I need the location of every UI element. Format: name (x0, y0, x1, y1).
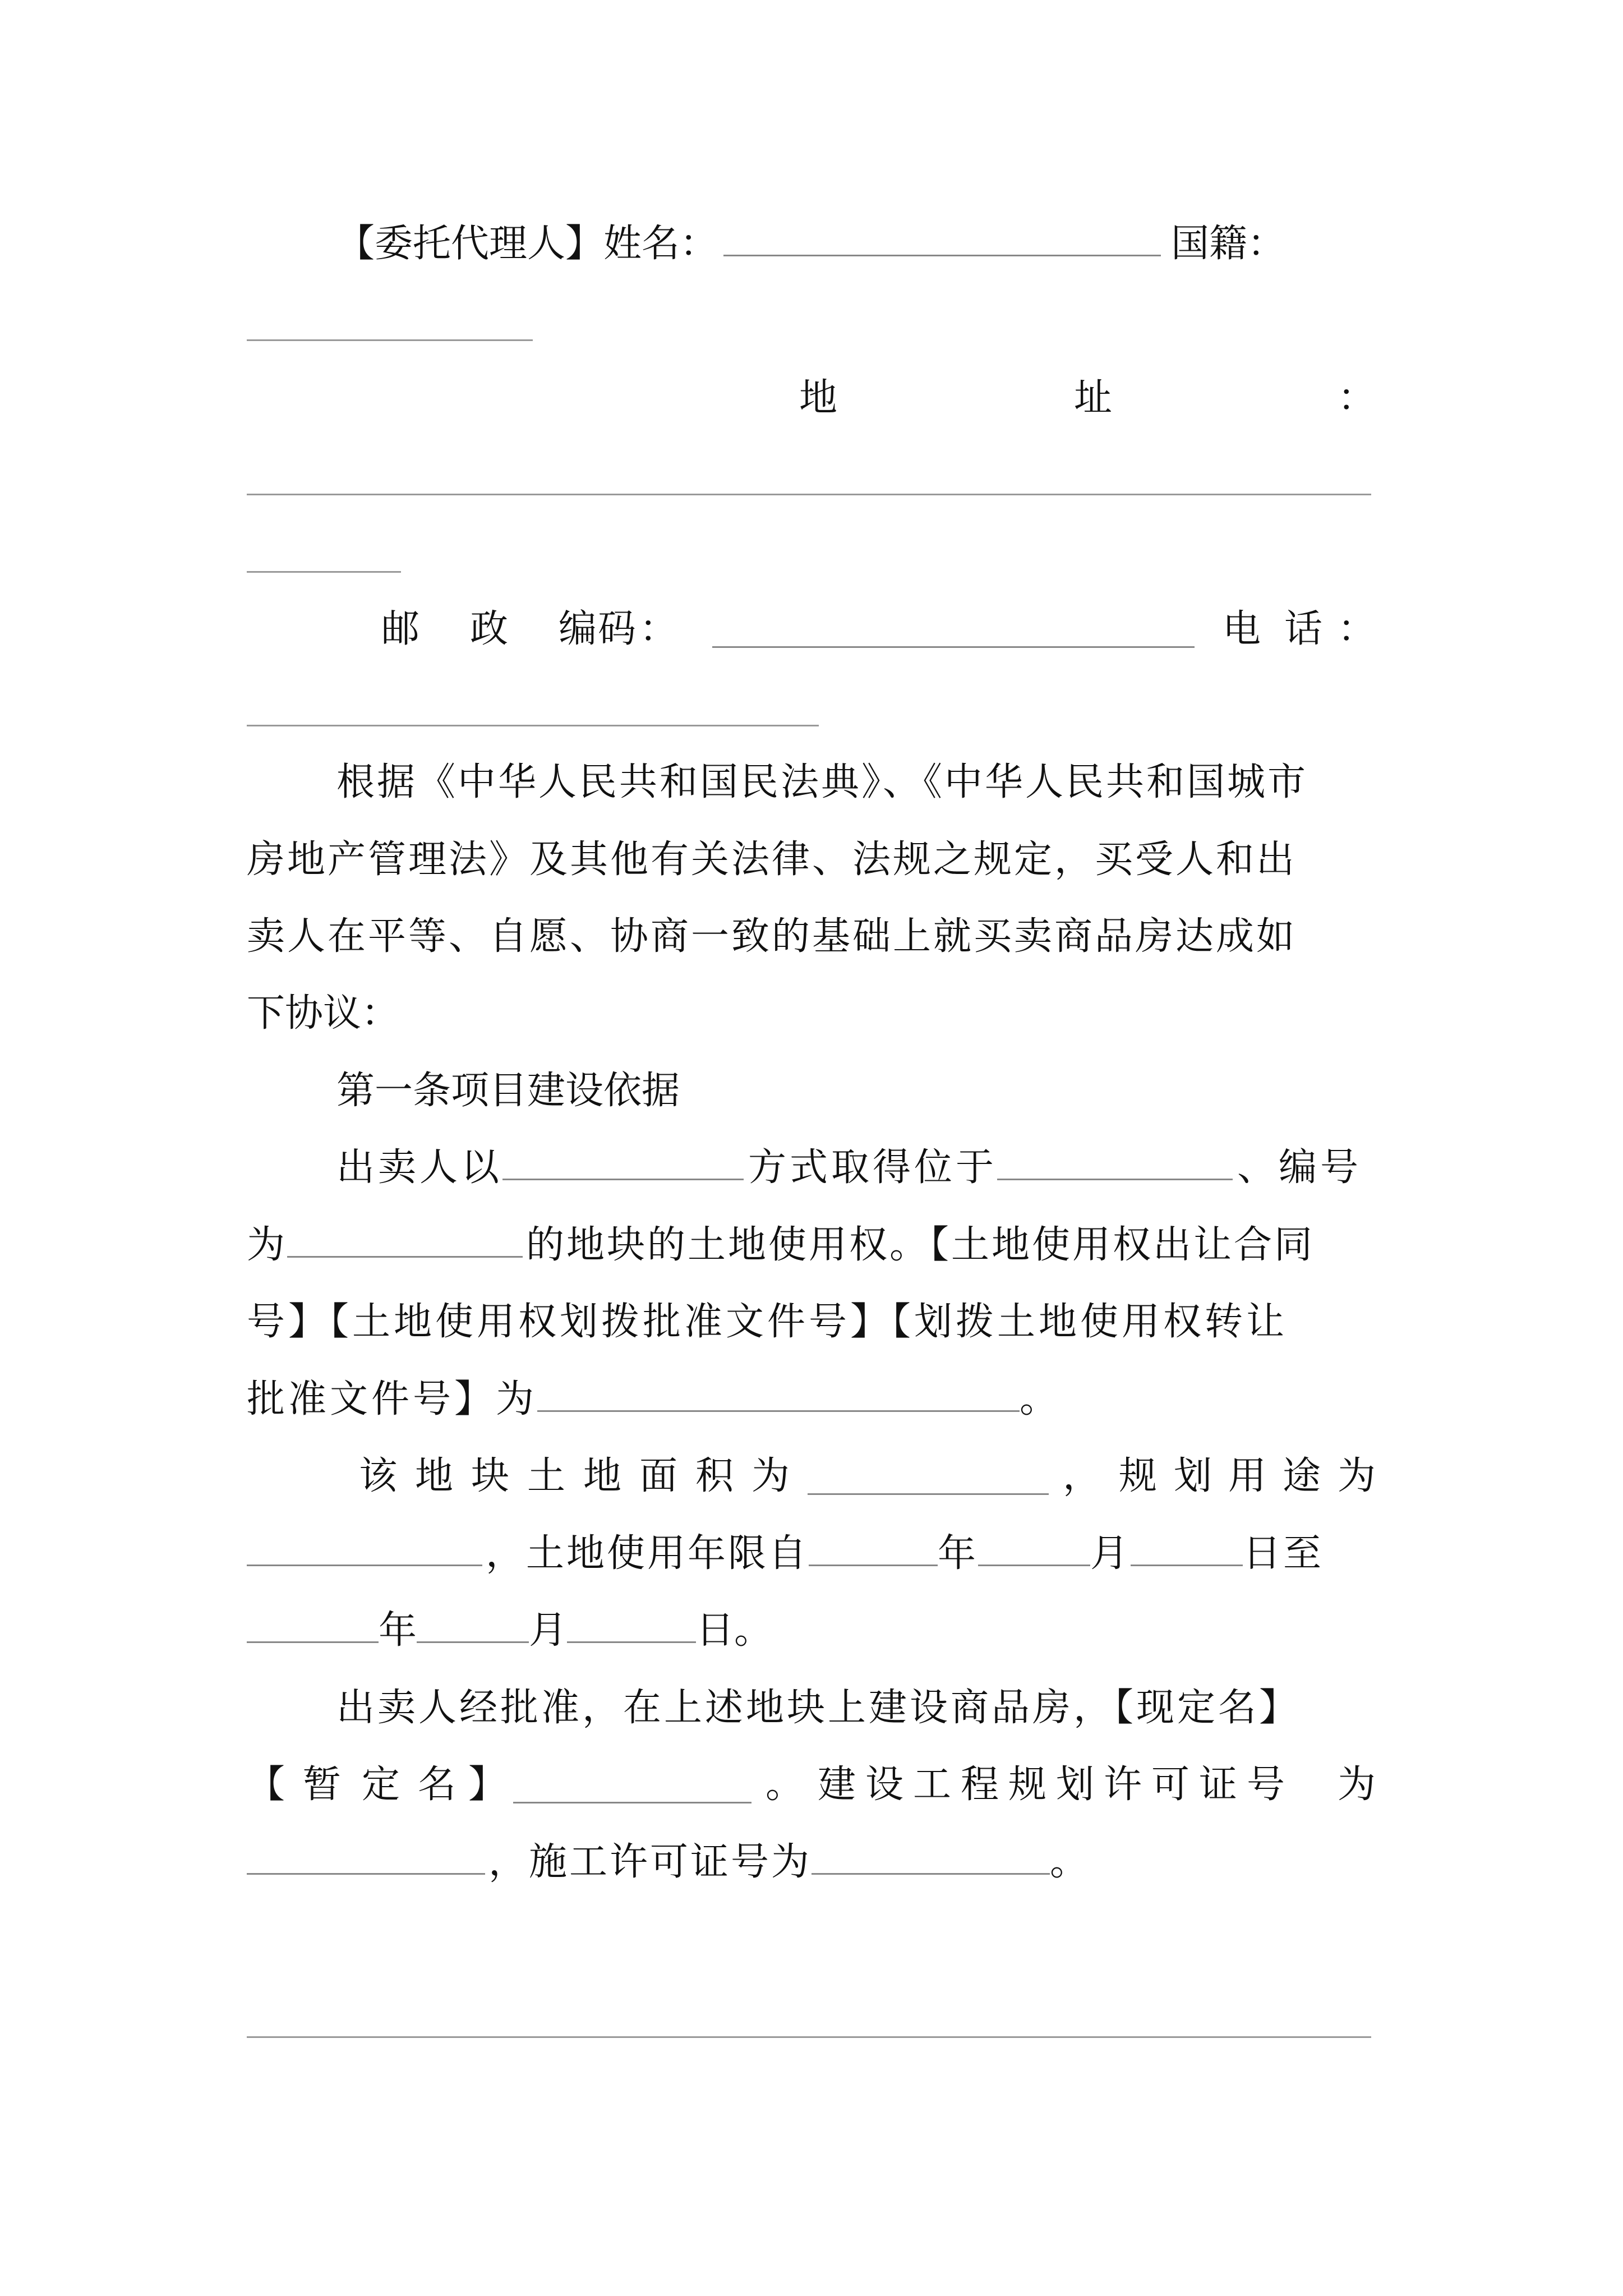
end-year-blank[interactable] (247, 1609, 379, 1643)
intro-line-2: 房地产管理法》及其他有关法律、法规之规定，买受人和出 (247, 838, 1297, 882)
agent-name-blank[interactable] (723, 222, 1161, 256)
postcode-colon: ： (639, 607, 678, 651)
article1-p1-line1: 出卖人以 方式取得位于 、编号 (336, 1145, 1362, 1190)
article1-p3-line1: 出卖人经批准，在上述地块上建设商品房，【现定名】 (336, 1686, 1301, 1730)
postcode-char-3: 编 (559, 607, 597, 651)
nationality-blank[interactable] (247, 339, 533, 341)
postcode-char-2: 政 (470, 607, 509, 651)
article1-p1-line3: 号】【土地使用权划拨批准文件号】【划拨土地使用权转让 (247, 1300, 1288, 1344)
postcode-char-1: 邮 (381, 607, 420, 651)
intro-line-3: 卖人在平等、自愿、协商一致的基础上就买卖商品房达成如 (247, 914, 1297, 959)
agent-name-line (336, 216, 1371, 272)
acquire-method-blank[interactable] (502, 1146, 744, 1180)
start-month-blank[interactable] (978, 1532, 1090, 1566)
planned-use-blank[interactable] (247, 1532, 482, 1566)
location-blank[interactable] (997, 1146, 1233, 1180)
construction-permit-blank[interactable] (811, 1841, 1050, 1875)
phone-blank[interactable] (247, 725, 819, 726)
plot-number-blank[interactable] (287, 1223, 523, 1258)
nationality-label: 国籍： (1171, 222, 1286, 266)
planning-permit-blank[interactable] (247, 1841, 485, 1875)
intro-line-4: 下协议： (247, 991, 400, 1036)
address-colon: ： (1338, 376, 1376, 420)
approval-doc-blank[interactable] (537, 1378, 1020, 1412)
end-month-blank[interactable] (417, 1609, 529, 1643)
article1-p1-line4: 批准文件号】为 。 (247, 1377, 1062, 1421)
article1-p2-line2: ，土地使用年限自 年 月 日至 (247, 1526, 1391, 1582)
postcode-char-4: 码 (598, 607, 637, 651)
footer-divider (247, 2036, 1371, 2038)
start-year-blank[interactable] (809, 1532, 938, 1566)
contract-page: 【委托代理人】姓名： 国籍： 地 址 ： 邮 政 编 码 ： 电 话 ： 根据《中华人民共和国民法典》、《中华人民共和国城市 房地产管理法》及其他有关法律、法规之规定，买受人和出 卖人在平等、自愿、协商一致的基础上就买卖商品房达成如 下协议： 第一条项目建设依据 出卖人以 方式取得位于 、编号 为 的地块的土地使用权。【土地使用权出让合同 号】【土地使用权划拨批准文件号】【划拨土地使用权转让 批准文件号】为 。 该 地 块 土 地 面 积 为 ， 规 划 用 途 为 ，土地使用年限自 年 月 日至 年 月 日。 出卖人经批准，在上述地块上建设商品房，【现定名】 【 暂 定 名 】 。 建 设 工 程 规 划 许 可 证 号 为 ，施工许可证号为 。 (0, 0, 1623, 2296)
address-char-2: 址 (1074, 376, 1113, 420)
project-name-blank[interactable] (513, 1769, 751, 1803)
phone-char-1: 电 (1223, 607, 1261, 651)
address-blank-2[interactable] (247, 571, 401, 573)
phone-char-2: 话 (1284, 607, 1323, 651)
postcode-blank[interactable] (712, 614, 1195, 648)
land-area-blank[interactable] (808, 1461, 1049, 1495)
article1-heading: 第一条项目建设依据 (336, 1069, 680, 1113)
article1-p1-line2: 为 的地块的土地使用权。【土地使用权出让合同 (247, 1223, 1315, 1267)
intro-line-1: 根据《中华人民共和国民法典》、《中华人民共和国城市 (336, 760, 1308, 804)
article1-p3-line3: ，施工许可证号为 。 (247, 1834, 1090, 1890)
article1-p2-line3: 年 月 日。 (247, 1603, 772, 1659)
address-char-1: 地 (799, 376, 838, 420)
end-day-blank[interactable] (567, 1609, 696, 1643)
address-blank-1[interactable] (247, 494, 1371, 495)
start-day-blank[interactable] (1131, 1532, 1243, 1566)
agent-name-label: 【委托代理人】姓名： (336, 222, 718, 266)
phone-colon: ： (1338, 607, 1376, 651)
